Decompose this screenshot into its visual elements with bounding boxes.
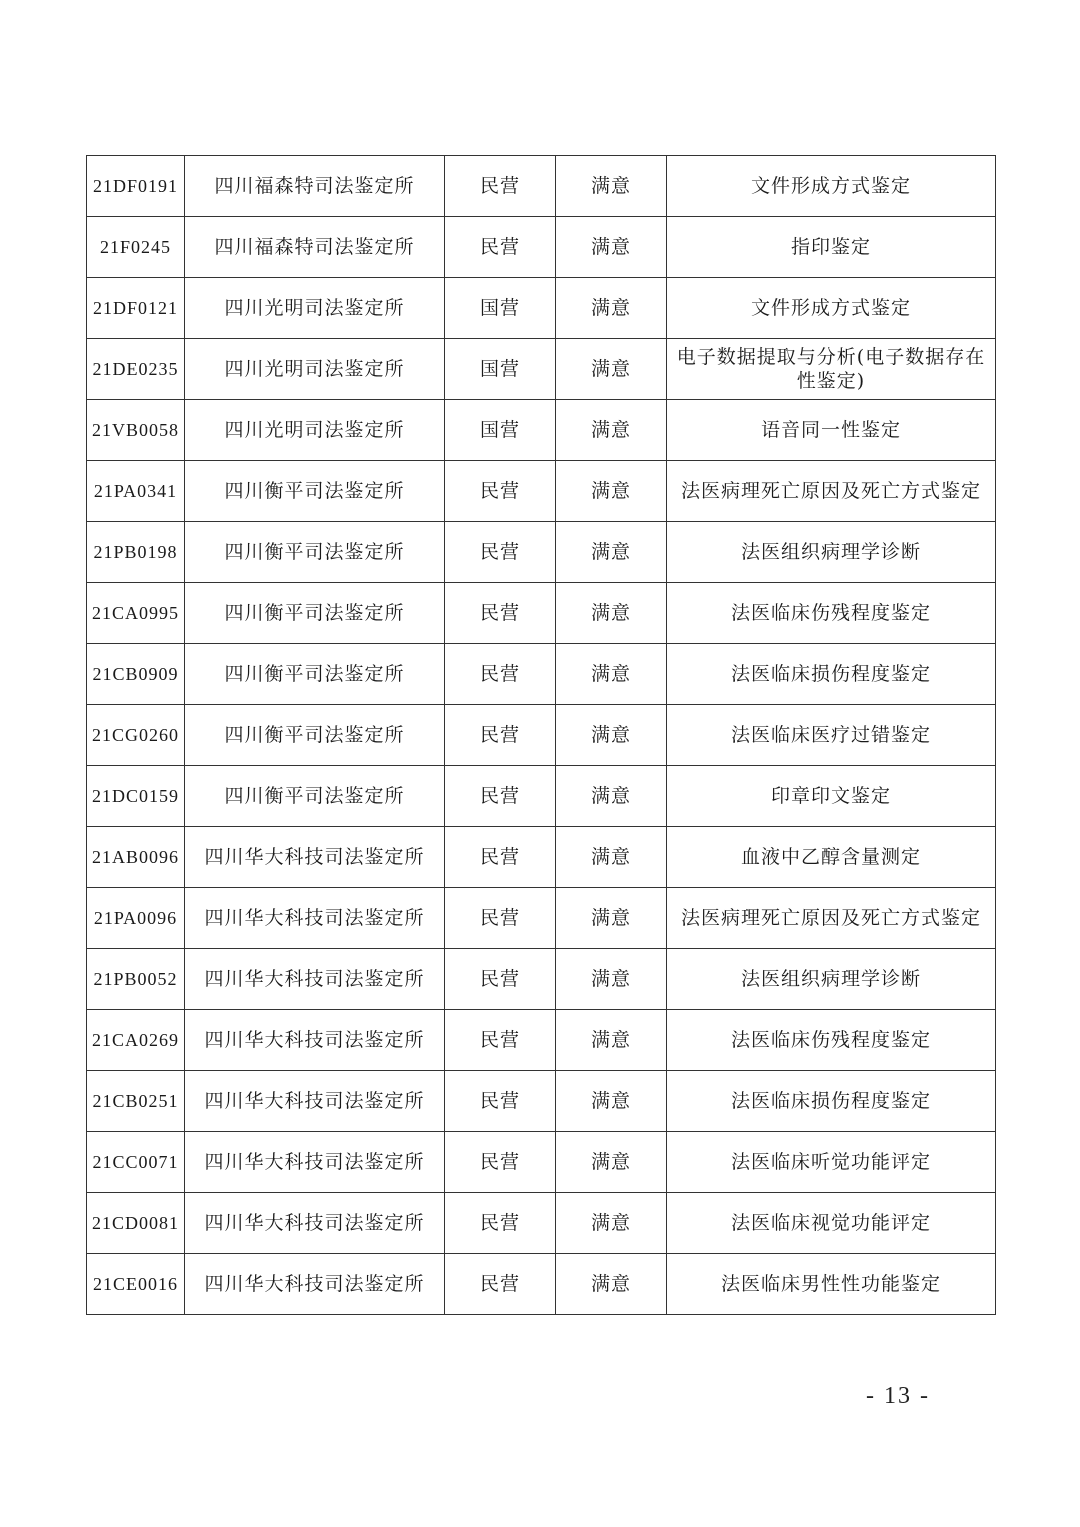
row-code: 21CA0995 [87, 583, 185, 644]
row-category: 法医临床伤残程度鉴定 [667, 1010, 996, 1071]
row-institution: 四川华大科技司法鉴定所 [185, 1132, 445, 1193]
row-code: 21CA0269 [87, 1010, 185, 1071]
row-category: 法医临床听觉功能评定 [667, 1132, 996, 1193]
table-row [87, 766, 996, 827]
table-row [87, 949, 996, 1010]
row-rating: 满意 [556, 766, 667, 827]
row-category: 印章印文鉴定 [667, 766, 996, 827]
row-rating: 满意 [556, 1071, 667, 1132]
table-row [87, 1071, 996, 1132]
row-institution: 四川衡平司法鉴定所 [185, 522, 445, 583]
row-code: 21CB0251 [87, 1071, 185, 1132]
row-rating: 满意 [556, 888, 667, 949]
row-ownership: 民营 [445, 766, 556, 827]
row-rating: 满意 [556, 339, 667, 400]
row-institution: 四川福森特司法鉴定所 [185, 217, 445, 278]
row-category: 法医病理死亡原因及死亡方式鉴定 [667, 461, 996, 522]
row-rating: 满意 [556, 217, 667, 278]
table-row [87, 1132, 996, 1193]
row-institution: 四川衡平司法鉴定所 [185, 766, 445, 827]
table-row [87, 217, 996, 278]
row-ownership: 民营 [445, 156, 556, 217]
row-category: 法医临床男性性功能鉴定 [667, 1254, 996, 1315]
row-rating: 满意 [556, 1193, 667, 1254]
row-institution: 四川华大科技司法鉴定所 [185, 827, 445, 888]
row-institution: 四川华大科技司法鉴定所 [185, 1071, 445, 1132]
row-ownership: 民营 [445, 949, 556, 1010]
table-row [87, 1010, 996, 1071]
row-ownership: 民营 [445, 705, 556, 766]
row-ownership: 民营 [445, 217, 556, 278]
row-code: 21CE0016 [87, 1254, 185, 1315]
row-code: 21PB0198 [87, 522, 185, 583]
row-rating: 满意 [556, 1132, 667, 1193]
row-category: 电子数据提取与分析(电子数据存在性鉴定) [667, 339, 996, 400]
row-institution: 四川光明司法鉴定所 [185, 339, 445, 400]
row-rating: 满意 [556, 278, 667, 339]
row-rating: 满意 [556, 1254, 667, 1315]
row-ownership: 民营 [445, 888, 556, 949]
row-rating: 满意 [556, 400, 667, 461]
row-rating: 满意 [556, 522, 667, 583]
row-institution: 四川光明司法鉴定所 [185, 278, 445, 339]
records-table-body [87, 156, 996, 1315]
row-category: 法医组织病理学诊断 [667, 522, 996, 583]
table-row [87, 400, 996, 461]
row-institution: 四川华大科技司法鉴定所 [185, 888, 445, 949]
row-category: 法医临床损伤程度鉴定 [667, 1071, 996, 1132]
row-category: 法医组织病理学诊断 [667, 949, 996, 1010]
row-rating: 满意 [556, 156, 667, 217]
row-category: 指印鉴定 [667, 217, 996, 278]
row-rating: 满意 [556, 827, 667, 888]
row-category: 血液中乙醇含量测定 [667, 827, 996, 888]
row-category: 文件形成方式鉴定 [667, 156, 996, 217]
row-institution: 四川福森特司法鉴定所 [185, 156, 445, 217]
row-rating: 满意 [556, 1010, 667, 1071]
row-category: 法医临床医疗过错鉴定 [667, 705, 996, 766]
row-ownership: 国营 [445, 339, 556, 400]
row-code: 21PA0096 [87, 888, 185, 949]
row-ownership: 民营 [445, 583, 556, 644]
row-category: 法医临床伤残程度鉴定 [667, 583, 996, 644]
row-ownership: 民营 [445, 1132, 556, 1193]
row-institution: 四川光明司法鉴定所 [185, 400, 445, 461]
row-ownership: 国营 [445, 400, 556, 461]
row-institution: 四川衡平司法鉴定所 [185, 644, 445, 705]
table-row [87, 156, 996, 217]
row-rating: 满意 [556, 949, 667, 1010]
row-ownership: 国营 [445, 278, 556, 339]
row-institution: 四川衡平司法鉴定所 [185, 461, 445, 522]
row-code: 21DF0121 [87, 278, 185, 339]
row-category: 法医临床视觉功能评定 [667, 1193, 996, 1254]
row-rating: 满意 [556, 583, 667, 644]
table-row [87, 705, 996, 766]
table-row [87, 522, 996, 583]
table-row [87, 1193, 996, 1254]
row-category: 语音同一性鉴定 [667, 400, 996, 461]
row-institution: 四川华大科技司法鉴定所 [185, 1254, 445, 1315]
records-table [86, 155, 996, 1315]
row-ownership: 民营 [445, 1254, 556, 1315]
row-rating: 满意 [556, 644, 667, 705]
table-row [87, 827, 996, 888]
table-row [87, 888, 996, 949]
row-ownership: 民营 [445, 1071, 556, 1132]
page-number: - 13 - [866, 1383, 930, 1409]
row-code: 21DF0191 [87, 156, 185, 217]
row-category: 法医临床损伤程度鉴定 [667, 644, 996, 705]
table-row [87, 1254, 996, 1315]
row-ownership: 民营 [445, 1010, 556, 1071]
row-code: 21AB0096 [87, 827, 185, 888]
row-code: 21DC0159 [87, 766, 185, 827]
row-code: 21F0245 [87, 217, 185, 278]
row-category: 法医病理死亡原因及死亡方式鉴定 [667, 888, 996, 949]
row-ownership: 民营 [445, 827, 556, 888]
row-ownership: 民营 [445, 644, 556, 705]
table-row [87, 583, 996, 644]
table-row [87, 461, 996, 522]
row-rating: 满意 [556, 705, 667, 766]
row-institution: 四川华大科技司法鉴定所 [185, 1010, 445, 1071]
table-row [87, 339, 996, 400]
row-code: 21CC0071 [87, 1132, 185, 1193]
row-ownership: 民营 [445, 522, 556, 583]
row-code: 21PA0341 [87, 461, 185, 522]
row-code: 21CG0260 [87, 705, 185, 766]
table-row [87, 644, 996, 705]
row-institution: 四川华大科技司法鉴定所 [185, 949, 445, 1010]
row-institution: 四川衡平司法鉴定所 [185, 705, 445, 766]
row-code: 21DE0235 [87, 339, 185, 400]
row-category: 文件形成方式鉴定 [667, 278, 996, 339]
row-code: 21CD0081 [87, 1193, 185, 1254]
table-row [87, 278, 996, 339]
row-code: 21VB0058 [87, 400, 185, 461]
row-code: 21PB0052 [87, 949, 185, 1010]
row-ownership: 民营 [445, 1193, 556, 1254]
row-institution: 四川华大科技司法鉴定所 [185, 1193, 445, 1254]
row-ownership: 民营 [445, 461, 556, 522]
row-code: 21CB0909 [87, 644, 185, 705]
row-institution: 四川衡平司法鉴定所 [185, 583, 445, 644]
row-rating: 满意 [556, 461, 667, 522]
